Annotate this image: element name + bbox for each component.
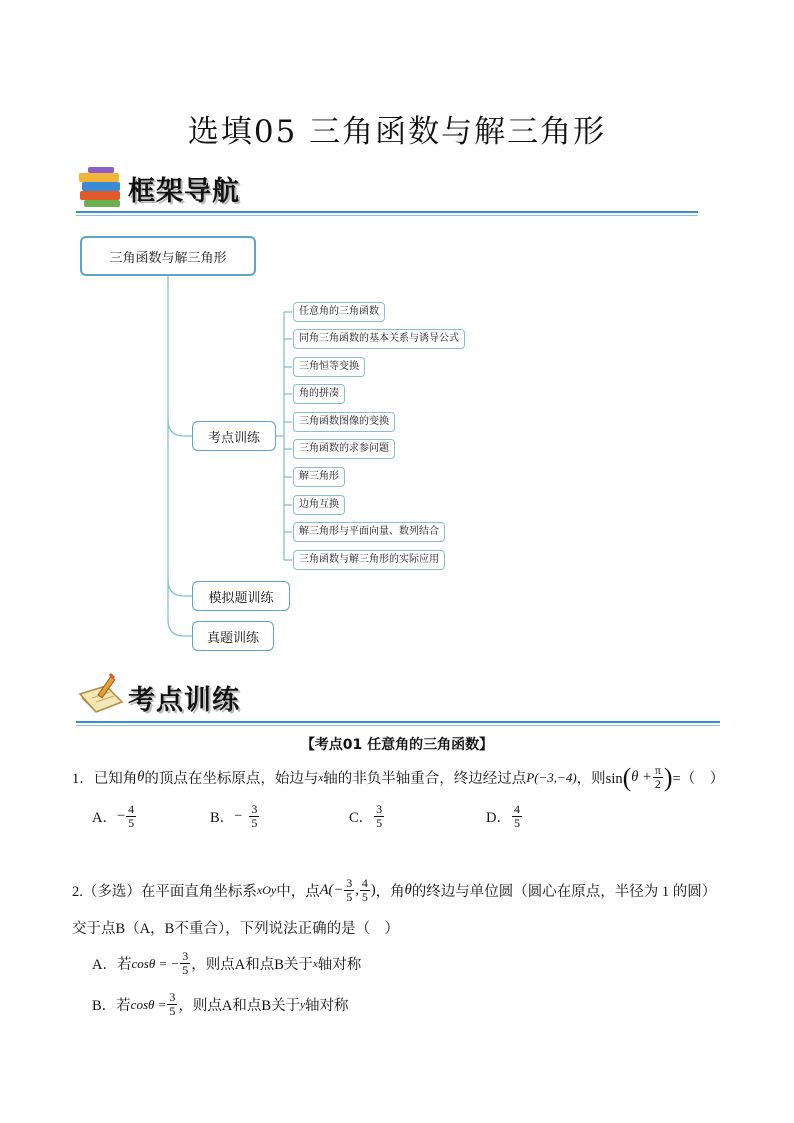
- q1-text: 1．已知角: [72, 771, 138, 787]
- mindmap-leaf: 解三角形与平面向量、数列结合: [293, 522, 445, 542]
- point-p: P(−3,−4): [526, 769, 577, 785]
- q1-text: ，则sin: [576, 771, 623, 787]
- mindmap-root: 三角函数与解三角形: [80, 236, 256, 276]
- fraction-denominator: 5: [169, 1004, 176, 1018]
- paren-right: ): [370, 882, 376, 898]
- cos-expr: cosθ = −: [131, 955, 180, 971]
- fraction-denominator: 5: [376, 816, 383, 830]
- mindmap-leaf: 角的拼凑: [293, 384, 345, 404]
- axis-symbol: x: [312, 957, 318, 970]
- q1-option-b[interactable]: [210, 803, 260, 830]
- option-fraction: [374, 803, 384, 830]
- mindmap-leaf: 三角恒等变换: [293, 357, 365, 377]
- mindmap-leaf: 同角三角函数的基本关系与诱导公式: [293, 329, 465, 349]
- question-1-stem: [72, 764, 724, 791]
- q1-option-a[interactable]: [92, 803, 137, 830]
- mindmap-leaf: 三角函数图像的变换: [293, 412, 395, 432]
- theta-symbol: θ: [137, 769, 145, 785]
- fraction-numerator: 3: [169, 990, 176, 1004]
- q2-text: ，角: [375, 884, 405, 900]
- option-fraction: [512, 803, 522, 830]
- axis-symbol: y: [300, 998, 305, 1011]
- section-rule-thin: [76, 725, 720, 726]
- mindmap-leaf: 解三角形: [293, 467, 345, 487]
- option-fraction: [126, 803, 136, 830]
- q2-text: 中，点: [276, 884, 320, 900]
- option-sign: −: [116, 808, 126, 824]
- q2-text: 2.（多选）在平面直角坐标系: [72, 884, 257, 900]
- fraction-numerator: 3: [251, 802, 258, 816]
- q1-text: 的顶点在坐标原点，始边与: [144, 771, 319, 787]
- fraction-numerator: π: [654, 763, 661, 777]
- mindmap-leaf: 任意角的三角函数: [293, 302, 385, 322]
- cos-expr: cosθ =: [130, 996, 167, 1012]
- q1-option-d[interactable]: [486, 803, 523, 830]
- fraction-denominator: 5: [361, 890, 368, 904]
- q2-option-a[interactable]: [92, 950, 361, 977]
- q1-option-c[interactable]: [349, 803, 385, 830]
- fraction-pi-over-2: [653, 764, 663, 791]
- fraction-denominator: 5: [346, 890, 353, 904]
- option-label: D．: [486, 810, 511, 826]
- expr-theta-plus: θ +: [631, 769, 652, 785]
- fraction-numerator: 3: [182, 949, 189, 963]
- option-text: 轴对称: [304, 998, 349, 1014]
- fraction-denominator: 5: [182, 963, 189, 977]
- fraction: [360, 877, 370, 904]
- topic-heading: 【考点01 任意角的三角函数】: [300, 737, 494, 753]
- question-2-line2: 交于点B（A，B不重合），下列说法正确的是（ ）: [72, 921, 400, 937]
- fraction-denominator: 5: [251, 816, 258, 830]
- mindmap-branch-real-exam-training: 真题训练: [192, 621, 274, 651]
- q2-text: 的终边与单位圆（圆心在原点，半径为 1 的圆）: [411, 884, 717, 900]
- option-text: ，则点A和点B关于: [178, 998, 301, 1014]
- document-title: 选填05 三角函数与解三角形: [187, 114, 607, 150]
- paren-right: ): [663, 762, 673, 792]
- section-rule: [76, 721, 720, 723]
- option-fraction: [167, 991, 177, 1018]
- section-title-topic-training: 考点训练: [128, 685, 240, 716]
- option-text: B．若: [92, 998, 131, 1014]
- fraction-denominator: 2: [654, 777, 661, 791]
- fraction-numerator: 4: [128, 802, 135, 816]
- mindmap-branch-mock-training: 模拟题训练: [192, 581, 290, 611]
- option-fraction: [249, 803, 259, 830]
- mindmap-leaf: 三角函数与解三角形的实际应用: [293, 550, 445, 570]
- option-label: A．: [92, 810, 117, 826]
- fraction: [344, 877, 354, 904]
- question-2-stem: [72, 877, 716, 904]
- x-symbol: x: [318, 771, 324, 784]
- section-title-framework: 框架导航: [128, 176, 240, 207]
- point-a: A(−: [319, 882, 344, 898]
- option-label: C．: [349, 810, 374, 826]
- fraction-numerator: 3: [346, 876, 353, 890]
- fraction-numerator: 3: [376, 802, 383, 816]
- theta-symbol: θ: [404, 882, 412, 898]
- option-label: B．: [210, 810, 235, 826]
- option-text: 轴对称: [317, 957, 362, 973]
- comma: ,: [355, 882, 359, 898]
- mindmap-leaf: 三角函数的求参问题: [293, 439, 395, 459]
- option-text: ，则点A和点B关于: [191, 957, 313, 973]
- option-text: A．若: [92, 957, 132, 973]
- mindmap-leaf: 边角互换: [293, 495, 345, 515]
- fraction-denominator: 5: [128, 816, 135, 830]
- fraction-denominator: 5: [513, 816, 520, 830]
- q2-option-b[interactable]: [92, 991, 348, 1018]
- fraction-numerator: 4: [513, 802, 520, 816]
- fraction-numerator: 4: [361, 876, 368, 890]
- xoy-symbol: xOy: [256, 883, 277, 897]
- option-fraction: [180, 950, 190, 977]
- section-header-topic-training: [76, 672, 726, 720]
- option-sign: −: [234, 808, 243, 824]
- mindmap-branch-topic-training: 考点训练: [192, 421, 276, 451]
- q1-text: =（ ）: [672, 771, 725, 787]
- paren-left: (: [622, 762, 632, 792]
- q1-text: 轴的非负半轴重合，终边经过点: [323, 771, 527, 787]
- notebook-pen-icon: [76, 672, 126, 718]
